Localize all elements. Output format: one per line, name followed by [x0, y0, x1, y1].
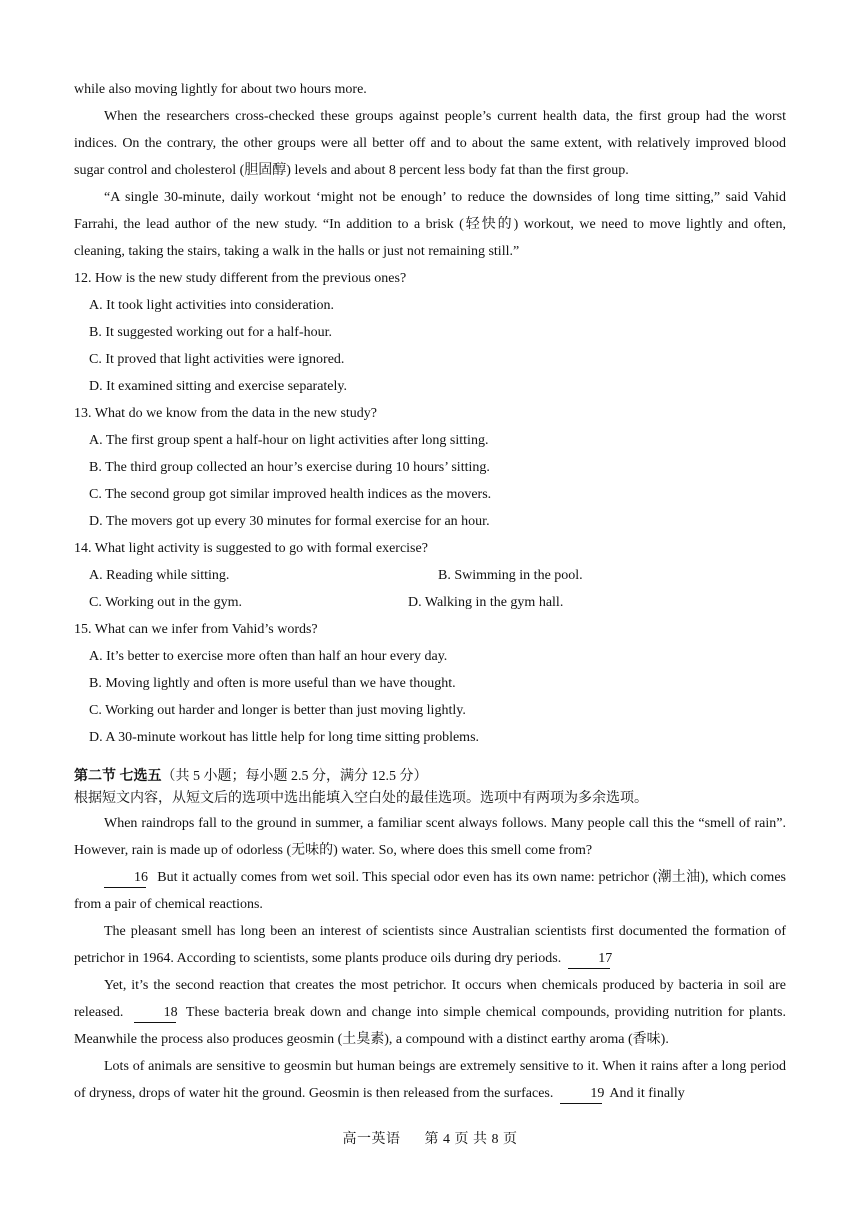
question-stem: 12. How is the new study different from the previous ones? — [74, 271, 407, 286]
paragraph — [74, 972, 786, 1053]
section-heading — [74, 767, 786, 787]
answer-blank[interactable]: 18 — [134, 1004, 176, 1023]
answer-blank[interactable]: 16 — [104, 869, 146, 888]
option: B. Swimming in the pool. — [438, 568, 583, 583]
answer-blank[interactable]: 19 — [560, 1085, 602, 1104]
option: A. It took light activities into consideration. — [89, 298, 334, 313]
section-title: 第二节 七选五 — [74, 769, 162, 784]
paragraph: while also moving lightly for about two hours more. — [74, 82, 367, 97]
paragraph-text: The pleasant smell has long been an interest of scientists since Australian scientists first documented the formation of petrichor in 1964. According to scientists, some plants produce oils during dry periods. — [74, 924, 786, 966]
footer-page-number: 第 4 页 共 8 页 — [424, 1132, 518, 1147]
option: D. A 30-minute workout has little help for long time sitting problems. — [89, 730, 480, 745]
paragraph: When raindrops fall to the ground in summer, a familiar scent always follows. Many people call this the “smell of rain”. However, rain is made up of odorless (无味的) water. So, where does this smell come from? — [74, 816, 786, 858]
paragraph-text: Lots of animals are sensitive to geosmin but human beings are extremely sensitive to it. When it rains after a long period of dryness, drops of water hit the ground. Geosmin is then released from the surfaces. — [74, 1059, 786, 1101]
option: A. Reading while sitting. — [89, 568, 230, 583]
paragraph-text: These bacteria break down and change into simple chemical compounds, providing nutrition for plants. Meanwhile the process also produces geosmin (土臭素), a compound with a distinct earthy aroma (香味). — [74, 1005, 786, 1047]
option: C. Working out in the gym. — [89, 595, 243, 610]
paragraph — [74, 864, 786, 918]
paragraph-text: Yet, it’s the second reaction that creates the most petrichor. It occurs when chemicals produced by bacteria in soil are released. — [74, 978, 786, 1020]
option: C. It proved that light activities were ignored. — [89, 352, 345, 367]
page-footer — [0, 1128, 860, 1148]
option-row — [74, 589, 786, 616]
paragraph-text: And it finally — [609, 1086, 685, 1101]
option-row — [74, 562, 786, 589]
option: D. It examined sitting and exercise separately. — [89, 379, 347, 394]
section-instruction: 根据短文内容，从短文后的选项中选出能填入空白处的最佳选项。选项中有两项为多余选项。 — [74, 791, 648, 806]
option: D. Walking in the gym hall. — [408, 595, 564, 610]
question-stem: 13. What do we know from the data in the new study? — [74, 406, 378, 421]
option: D. The movers got up every 30 minutes for formal exercise for an hour. — [89, 514, 490, 529]
option: B. It suggested working out for a half-hour. — [89, 325, 333, 340]
option: A. The first group spent a half-hour on light activities after long sitting. — [89, 433, 489, 448]
footer-subject: 高一英语 — [342, 1132, 401, 1147]
option: C. The second group got similar improved health indices as the movers. — [89, 487, 492, 502]
paragraph — [74, 918, 786, 972]
answer-blank[interactable]: 17 — [568, 950, 610, 969]
option: B. Moving lightly and often is more useful than we have thought. — [89, 676, 456, 691]
option: C. Working out harder and longer is better than just moving lightly. — [89, 703, 466, 718]
question-stem: 14. What light activity is suggested to go with formal exercise? — [74, 541, 428, 556]
question-stem: 15. What can we infer from Vahid’s words? — [74, 622, 318, 637]
option: B. The third group collected an hour’s exercise during 10 hours’ sitting. — [89, 460, 490, 475]
paragraph-text: But it actually comes from wet soil. This special odor even has its own name: petrichor (潮土油), which comes from a pair of chemical reactions. — [74, 870, 786, 912]
exam-page — [74, 76, 786, 1107]
paragraph — [74, 1053, 786, 1107]
option: A. It’s better to exercise more often than half an hour every day. — [89, 649, 448, 664]
section-scoring: （共 5 小题；每小题 2.5 分，满分 12.5 分） — [161, 769, 428, 784]
paragraph: “A single 30-minute, daily workout ‘might not be enough’ to reduce the downsides of long time sitting,” said Vahid Farrahi, the lead author of the new study. “In addition to a brisk (轻快的) workout, we need to move lightly and often, cleaning, taking the stairs, taking a walk in the halls or just not remaining still.” — [74, 190, 786, 259]
paragraph: When the researchers cross-checked these groups against people’s current health data, the first group had the worst indices. On the contrary, the other groups were all better off and to about the same extent, with relatively improved blood sugar control and cholesterol (胆固醇) levels and about 8 percent less body fat than the first group. — [74, 109, 786, 178]
